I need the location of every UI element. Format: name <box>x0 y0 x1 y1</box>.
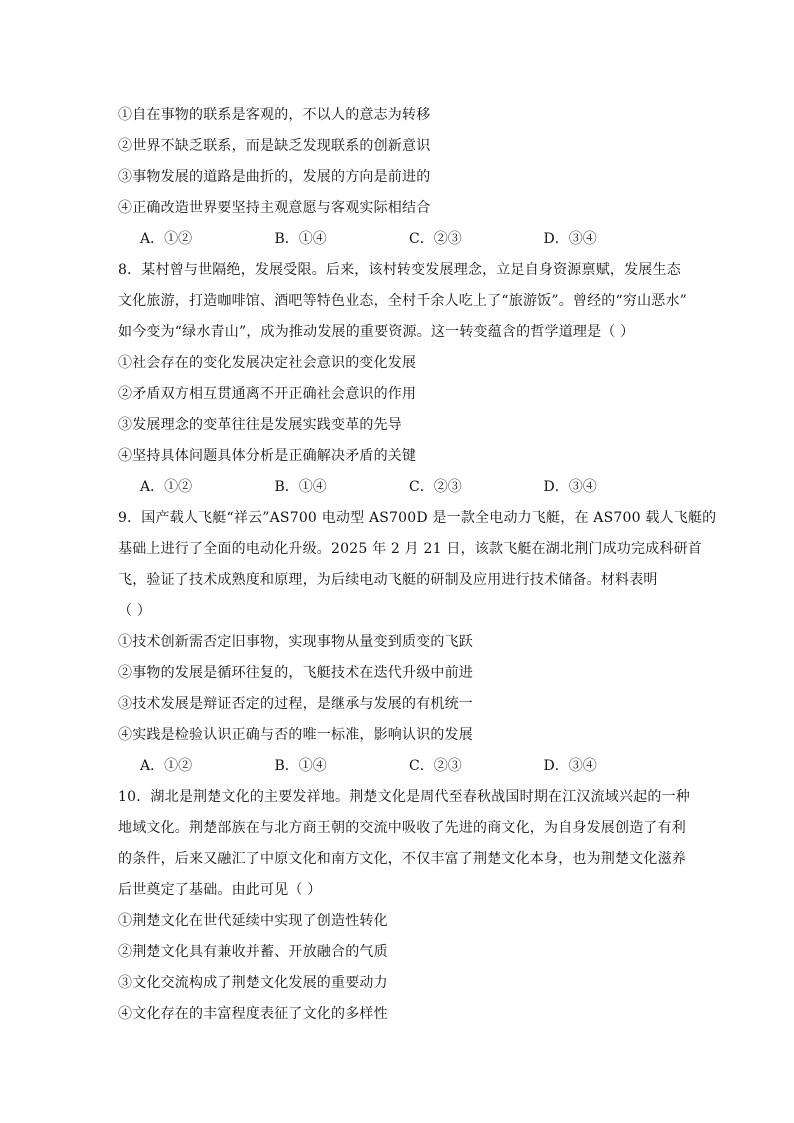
question-7-continuation <box>118 100 678 255</box>
option-line: ①荆楚文化在世代延续中实现了创造性转化 <box>118 913 388 929</box>
question-stem-line: 8．某村曾与世隔绝，发展受限。后来，该村转变发展理念，立足自身资源禀赋，发展生态 <box>118 262 681 278</box>
question-9 <box>118 503 717 782</box>
question-8 <box>118 255 688 503</box>
option-line: ①技术创新需否定旧事物，实现事物从量变到质变的飞跃 <box>118 634 473 650</box>
option-line: ④实践是检验认识正确与否的唯一标准，影响认识的发展 <box>118 727 473 743</box>
answer-choices <box>118 751 678 782</box>
option-line: ③事物发展的道路是曲折的，发展的方向是前进的 <box>118 169 431 185</box>
question-stem-line: 飞，验证了技术成熟度和原理，为后续电动飞艇的研制及应用进行技术储备。材料表明 <box>118 572 658 588</box>
choice-a: A．①② <box>140 758 193 774</box>
option-line: ③技术发展是辩证否定的过程，是继承与发展的有机统一 <box>118 696 473 712</box>
option-line: ①社会存在的变化发展决定社会意识的变化发展 <box>118 355 417 371</box>
question-stem-line: 如今变为“绿水青山”，成为推动发展的重要资源。这一转变蕴含的哲学道理是（ ） <box>118 324 635 340</box>
answer-choices <box>118 472 678 503</box>
choice-c: C．②③ <box>409 758 462 774</box>
option-line: ④坚持具体问题具体分析是正确解决矛盾的关键 <box>118 448 417 464</box>
option-line: ③文化交流构成了荆楚文化发展的重要动力 <box>118 975 388 991</box>
choice-a: A．①② <box>140 231 193 247</box>
question-stem-line: （ ） <box>118 603 152 619</box>
choice-c: C．②③ <box>409 231 462 247</box>
question-stem-line: 的条件，后来又融汇了中原文化和南方文化，不仅丰富了荆楚文化本身，也为荆楚文化滋养 <box>118 851 686 867</box>
option-line: ③发展理念的变革往往是发展实践变革的先导 <box>118 417 402 433</box>
option-line: ②荆楚文化具有兼收并蓄、开放融合的气质 <box>118 944 388 960</box>
choice-d: D．③④ <box>543 758 597 774</box>
choice-a: A．①② <box>140 479 193 495</box>
option-line: ①自在事物的联系是客观的，不以人的意志为转移 <box>118 107 431 123</box>
option-line: ④文化存在的丰富程度表征了文化的多样性 <box>118 1006 388 1022</box>
option-line: ②矛盾双方相互贯通离不开正确社会意识的作用 <box>118 386 417 402</box>
choice-b: B．①④ <box>274 758 327 774</box>
question-stem-line: 后世奠定了基础。由此可见（ ） <box>118 882 322 898</box>
question-stem-line: 10．湖北是荆楚文化的主要发祥地。荆楚文化是周代至春秋战国时期在江汉流域兴起的一种 <box>118 789 691 805</box>
exam-page <box>118 100 717 1030</box>
question-stem-line: 文化旅游，打造咖啡馆、酒吧等特色业态，全村千余人吃上了“旅游饭”。曾经的“穷山恶水” <box>118 293 688 309</box>
option-line: ②世界不缺乏联系，而是缺乏发现联系的创新意识 <box>118 138 431 154</box>
question-stem-line: 9．国产载人飞艇“祥云”AS700 电动型 AS700D 是一款全电动力飞艇，在 AS700 载人飞艇的 <box>118 510 717 526</box>
choice-c: C．②③ <box>409 479 462 495</box>
question-stem-line: 地域文化。荆楚部族在与北方商王朝的交流中吸收了先进的商文化，为自身发展创造了有利 <box>118 820 686 836</box>
choice-b: B．①④ <box>274 231 327 247</box>
choice-b: B．①④ <box>274 479 327 495</box>
option-line: ④正确改造世界要坚持主观意愿与客观实际相结合 <box>118 200 431 216</box>
question-stem-line: 基础上进行了全面的电动化升级。2025 年 2 月 21 日，该款飞艇在湖北荆门成功完成科研首 <box>118 541 702 557</box>
question-10 <box>118 782 691 1030</box>
choice-d: D．③④ <box>543 479 597 495</box>
answer-choices <box>118 224 678 255</box>
choice-d: D．③④ <box>543 231 597 247</box>
option-line: ②事物的发展是循环往复的，飞艇技术在迭代升级中前进 <box>118 665 473 681</box>
